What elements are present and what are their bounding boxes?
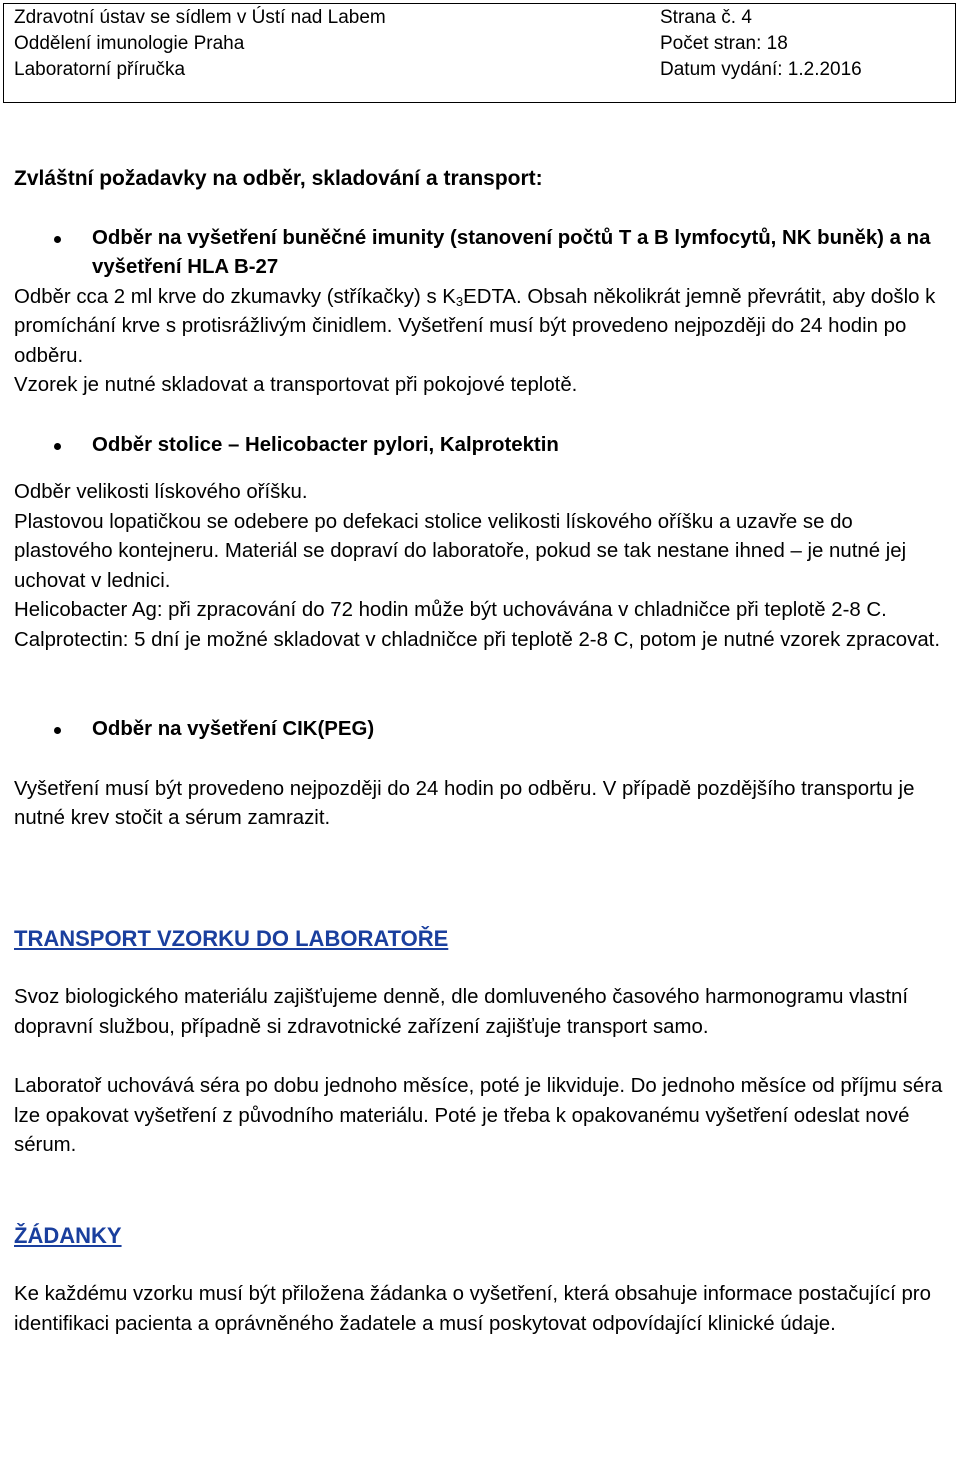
paragraph: Vyšetření musí být provedeno nejpozději do 24 hodin po odběru. V případě pozdějšího transportu je nutné krev stočit a sérum zamrazit. [14, 777, 915, 829]
text-run: Odběr cca 2 ml krve do zkumavky (stříkačky) s K [14, 285, 456, 308]
paragraph: Svoz biologického materiálu zajišťujeme denně, dle domluveného časového harmonogramu vlastní dopravní službou, případně si zdravotnické zařízení zajišťuje transport samo. [14, 986, 909, 1038]
bullet-stool [14, 431, 944, 461]
header-row-3 [14, 56, 945, 84]
subscript: 3 [455, 293, 464, 309]
zadanky-heading: ŽÁDANKY [14, 1222, 122, 1248]
header-page: Strana č. 4 [660, 7, 752, 28]
header-document: Laboratorní příručka [14, 59, 186, 80]
bullet-title: Odběr na vyšetření buněčné imunity (stanovení počtů T a B lymfocytů, NK buněk) a na vyšetření HLA B-27 [92, 226, 931, 278]
header-row-2 [14, 30, 945, 58]
paragraph: Plastovou lopatičkou se odebere po defekaci stolice velikosti lískového oříšku a uzavře se do plastového kontejneru. Materiál se dopraví do laboratoře, pokud se tak nestane ihned – je nutné jej uchovat v lednici. [14, 510, 907, 592]
document-header [3, 3, 956, 103]
paragraph: Helicobacter Ag: při zpracování do 72 hodin může být uchovávána v chladničce při teplotě 2-8 C. [14, 599, 887, 621]
header-institution: Zdravotní ústav se sídlem v Ústí nad Labem [14, 7, 386, 28]
text-run: EDTA. Obsah několikrát jemně převrátit, aby došlo k promíchání krve s protisrážlivým činidlem. Vyšetření musí být provedeno nejpozději do 24 hodin po odběru. [14, 285, 936, 367]
paragraph: Odběr velikosti lískového oříšku. [14, 481, 308, 503]
bullet-cik-peg [14, 715, 944, 745]
section-title: Zvláštní požadavky na odběr, skladování a transport: [14, 167, 543, 190]
document-body [14, 164, 944, 1339]
bullet-icon [54, 236, 61, 243]
bullet-title: Odběr stolice – Helicobacter pylori, Kalprotektin [92, 433, 559, 456]
header-department: Oddělení imunologie Praha [14, 33, 245, 54]
header-page-count: Počet stran: 18 [660, 33, 788, 54]
header-issue-date: Datum vydání: 1.2.2016 [660, 59, 862, 80]
bullet-icon [54, 443, 61, 450]
header-row-1 [14, 4, 945, 32]
paragraph: Ke každému vzorku musí být přiložena žádanka o vyšetření, která obsahuje informace postačující pro identifikaci pacienta a oprávněného žadatele a musí poskytovat odpovídající klinické údaje. [14, 1283, 931, 1335]
paragraph: Vzorek je nutné skladovat a transportovat při pokojové teplotě. [14, 374, 578, 396]
bullet-icon [54, 727, 61, 734]
paragraph: Laboratoř uchovává séra po dobu jednoho měsíce, poté je likviduje. Do jednoho měsíce od příjmu séra lze opakovat vyšetření z původního materiálu. Poté je třeba k opakovanému vyšetření odeslat nové sérum. [14, 1075, 943, 1156]
transport-heading: TRANSPORT VZORKU DO LABORATOŘE [14, 925, 449, 951]
bullet-title: Odběr na vyšetření CIK(PEG) [92, 718, 375, 740]
bullet-cell-immunity [14, 224, 944, 283]
paragraph: Calprotectin: 5 dní je možné skladovat v chladničce při teplotě 2-8 C, potom je nutné vzorek zpracovat. [14, 628, 940, 651]
paragraph [14, 283, 944, 372]
